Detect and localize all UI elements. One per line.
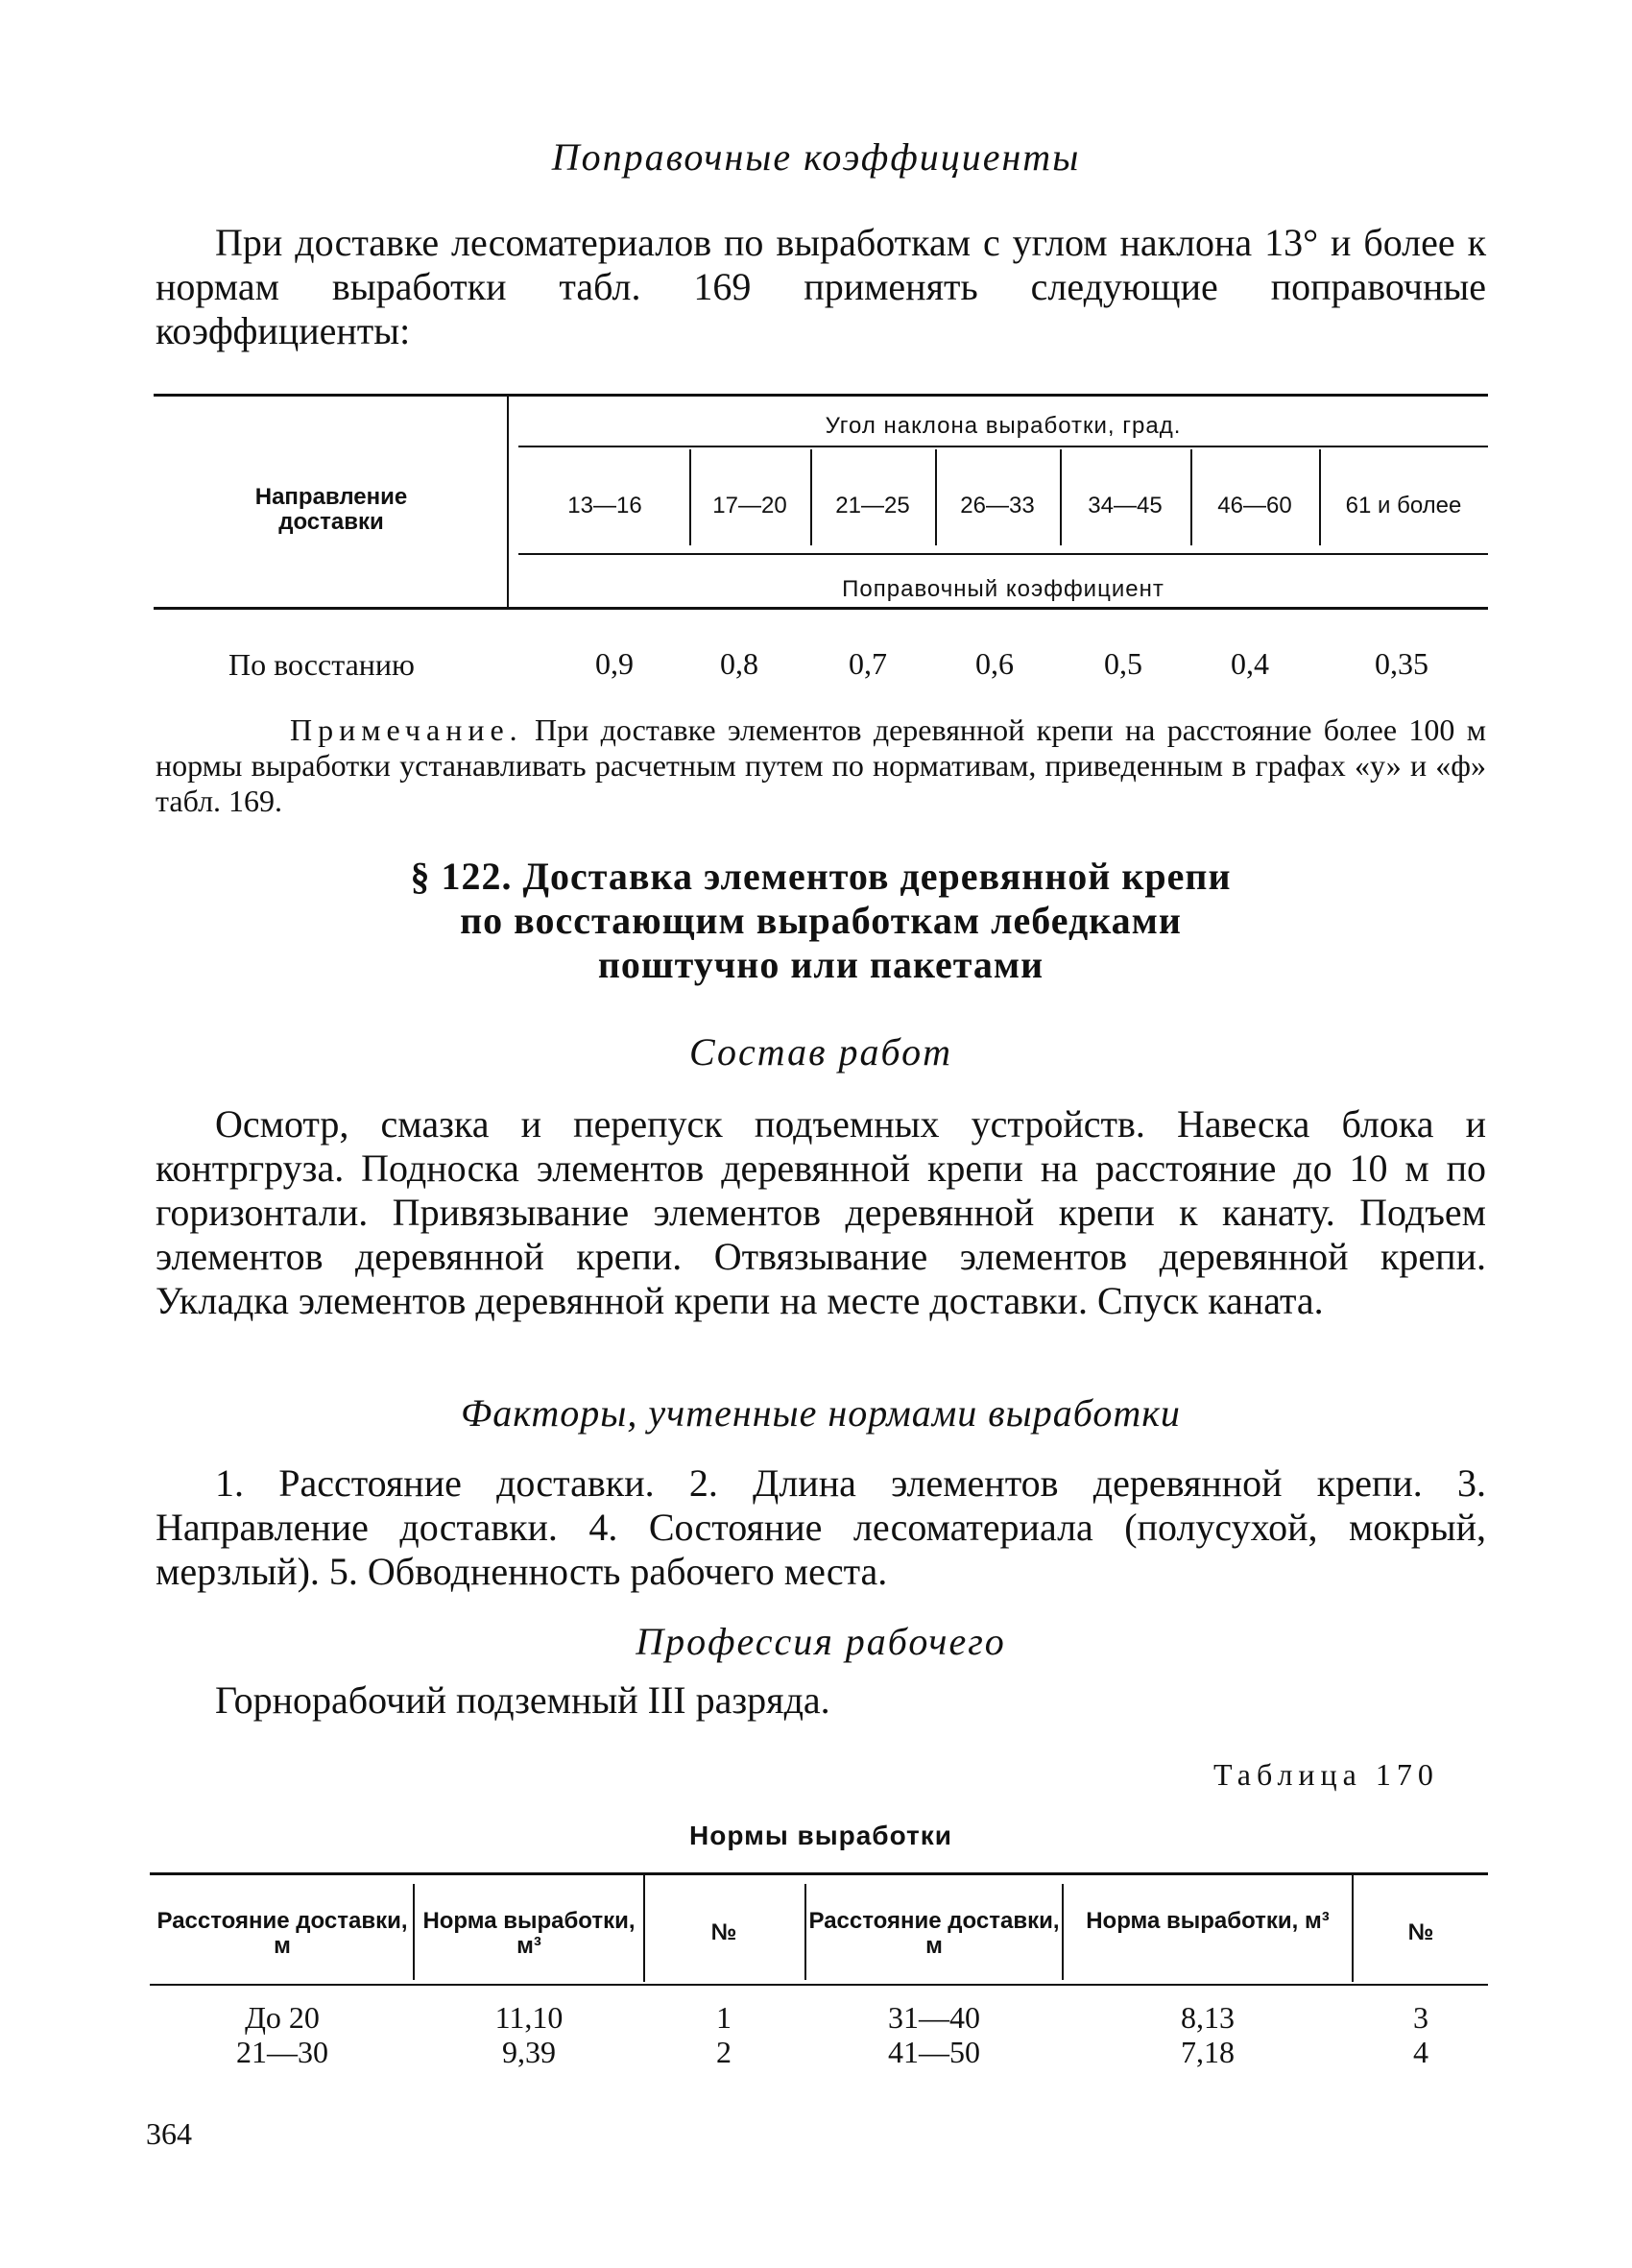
factors-paragraph: 1. Расстояние доставки. 2. Длина элементов деревянной крепи. 3. Направление доставки. 4. Состояние лесоматериала (полусухой, мокрый, мерзлый). 5. Обводненность рабочего места.: [156, 1461, 1486, 1593]
norms-header-number-2: №: [1407, 1919, 1434, 1945]
table-cell: 3: [1413, 2000, 1428, 2035]
section-title-line: по восстающим выработкам лебедками: [460, 899, 1182, 942]
angle-13-16: 13—16: [567, 493, 642, 519]
corrections-heading: Поправочные коэффициенты: [551, 135, 1081, 179]
norms-header-norm-1: Норма выработки, м³: [422, 1908, 636, 1959]
coef-value: 0,4: [1231, 646, 1269, 681]
table-cell: 41—50: [888, 2035, 980, 2069]
table-cell: 7,18: [1181, 2035, 1235, 2069]
angle-17-20: 17—20: [712, 493, 787, 519]
table-cell: 31—40: [888, 2000, 980, 2035]
corrections-paragraph: При доставке лесоматериалов по выработкам с углом наклона 13° и более к нормам выработки табл. 169 применять следующие поправочные коэффициенты:: [156, 221, 1486, 352]
works-paragraph: Осмотр, смазка и перепуск подъемных устройств. Навеска блока и контргруза. Подноска элементов деревянной крепи на расстояние до 10 м по горизонтали. Привязывание элементов деревянной крепи к канату. Подъем элементов деревянной крепи. Отвязывание элементов деревянной крепи. Укладка элементов деревянной крепи на месте доставки. Спуск каната.: [156, 1102, 1486, 1322]
norms-header-distance-2: Расстояние доставки, м: [808, 1908, 1060, 1959]
coef-value: 0,6: [975, 646, 1014, 681]
factors-heading: Факторы, учтенные нормами выработки: [461, 1391, 1181, 1435]
coef-value: 0,7: [849, 646, 887, 681]
table-title: Нормы выработки: [689, 1821, 952, 1850]
table-cell: 4: [1413, 2035, 1428, 2069]
norms-header-distance-1: Расстояние доставки, м: [156, 1908, 408, 1959]
row-label: По восстанию: [228, 647, 415, 682]
table-cell: 11,10: [494, 2000, 564, 2035]
table-cell: До 20: [245, 2000, 320, 2035]
coefficient-subheader: Поправочный коэффициент: [842, 576, 1164, 602]
profession-heading: Профессия рабочего: [636, 1620, 1006, 1663]
angle-group-header: Угол наклона выработки, град.: [825, 413, 1182, 439]
works-heading: Состав работ: [689, 1030, 952, 1074]
section-122-title: [154, 855, 1488, 987]
coef-value: 0,5: [1104, 646, 1142, 681]
table-cell: 9,39: [502, 2035, 556, 2069]
section-title-line: § 122. Доставка элементов деревянной крепи: [410, 855, 1232, 898]
norms-header-norm-2: Норма выработки, м³: [1086, 1908, 1330, 1934]
profession-text: Горнорабочий подземный III разряда.: [215, 1678, 830, 1722]
coef-value: 0,35: [1375, 646, 1428, 681]
coef-value: 0,9: [595, 646, 634, 681]
angle-34-45: 34—45: [1088, 493, 1163, 519]
page-number: 364: [146, 2116, 192, 2151]
section-title-line: поштучно или пакетами: [597, 943, 1044, 986]
table-label: Таблица 170: [1213, 1757, 1439, 1792]
table-cell: 21—30: [236, 2035, 328, 2069]
note: [156, 712, 1486, 819]
table-cell: 2: [716, 2035, 732, 2069]
table-cell: 1: [716, 2000, 732, 2035]
angle-46-60: 46—60: [1217, 493, 1292, 519]
direction-header: Направление доставки: [254, 484, 408, 535]
table-cell: 8,13: [1181, 2000, 1235, 2035]
angle-26-33: 26—33: [960, 493, 1035, 519]
note-label: Примечание.: [290, 712, 523, 747]
angle-21-25: 21—25: [835, 493, 910, 519]
coef-value: 0,8: [720, 646, 758, 681]
norms-header-number-1: №: [710, 1919, 737, 1945]
note-text: При доставке элементов деревянной крепи на расстояние более 100 м нормы выработки устанавливать расчетным путем по нормативам, приведенным в графах «у» и «ф» табл. 169.: [156, 712, 1486, 818]
angle-61-plus: 61 и более: [1345, 493, 1462, 519]
